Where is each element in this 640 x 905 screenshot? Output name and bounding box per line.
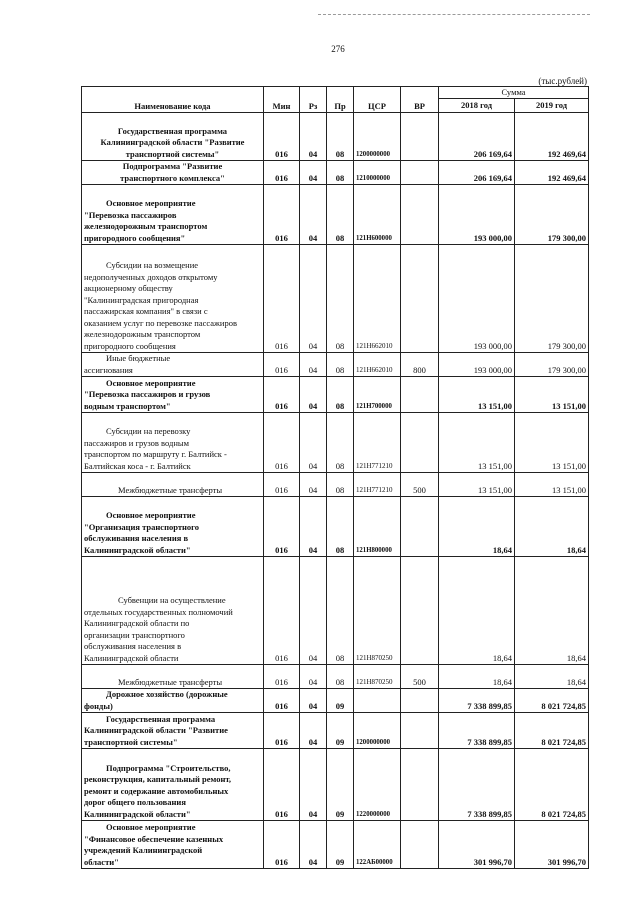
table-row — [82, 821, 589, 869]
cell-name-line: Субсидии на возмещение — [106, 260, 199, 270]
cell-name — [82, 557, 264, 665]
cell-sum-2018: 7 338 899,85 — [439, 689, 515, 713]
cell-name-line: Подпрограмма "Строительство, — [106, 762, 231, 773]
page-number: 276 — [331, 44, 345, 54]
cell-name-line: Калининградской области" — [84, 544, 191, 555]
cell-name-line: Дорожное хозяйство (дорожные — [106, 689, 228, 699]
cell-name-line: "Перевозка пассажиров и грузов — [84, 389, 211, 399]
cell-csr: 121Н771210 — [354, 473, 401, 497]
cell-sum-2019: 179 300,00 — [515, 185, 589, 245]
table-row — [82, 161, 589, 185]
cell-name-line: водным транспортом" — [84, 400, 171, 411]
cell-name-line: транспортной системы" — [125, 148, 220, 159]
cell-pr: 08 — [327, 113, 354, 161]
cell-name-line: Субвенции на осуществление — [118, 595, 226, 605]
cell-name — [82, 413, 264, 473]
cell-csr: 121Н662010 — [354, 245, 401, 353]
table-row — [82, 413, 589, 473]
cell-name-line: "Организация транспортного — [84, 521, 200, 532]
cell-rz: 04 — [300, 245, 327, 353]
cell-name-line: Калининградской области по — [84, 618, 190, 628]
cell-name-line: недополученных доходов открытому — [84, 271, 218, 282]
cell-min: 016 — [264, 377, 300, 413]
cell-min: 016 — [264, 665, 300, 689]
cell-name-line: Калининградской области — [84, 652, 179, 663]
cell-name-line: оказанием услуг по перевозке пассажиров — [84, 317, 237, 328]
cell-min: 016 — [264, 185, 300, 245]
cell-sum-2019: 18,64 — [515, 497, 589, 557]
col-header-2018: 2018 год — [439, 99, 515, 113]
cell-name-line: пригородного сообщения" — [84, 232, 186, 243]
cell-pr: 08 — [327, 377, 354, 413]
col-header-sum: Сумма — [439, 87, 589, 99]
cell-vr — [401, 689, 439, 713]
cell-vr — [401, 497, 439, 557]
cell-name-line: реконструкция, капитальный ремонт, — [84, 774, 232, 784]
cell-name-line: транспортом по маршруту г. Балтийск - — [84, 449, 227, 459]
col-header-min: Мин — [264, 87, 300, 113]
cell-name-line: пассажирская компания" в связи с — [84, 306, 208, 316]
cell-pr: 09 — [327, 689, 354, 713]
cell-min: 016 — [264, 473, 300, 497]
cell-name — [82, 821, 264, 869]
cell-csr: 121Н800000 — [354, 497, 401, 557]
cell-name-line — [84, 473, 261, 485]
cell-rz: 04 — [300, 113, 327, 161]
cell-pr: 08 — [327, 245, 354, 353]
col-header-csr: ЦСР — [354, 87, 401, 113]
cell-pr: 08 — [327, 161, 354, 185]
cell-name — [82, 185, 264, 245]
cell-name-line: отдельных государственных полномочий — [84, 606, 233, 617]
table-row — [82, 473, 589, 497]
cell-rz: 04 — [300, 749, 327, 821]
cell-name-line: "Перевозка пассажиров — [84, 209, 177, 220]
cell-min: 016 — [264, 113, 300, 161]
cell-vr — [401, 821, 439, 869]
cell-name-line: организации транспортного — [84, 629, 185, 640]
table-row — [82, 377, 589, 413]
top-dashed-line — [318, 14, 590, 15]
cell-name-line — [84, 751, 261, 763]
cell-vr: 800 — [401, 353, 439, 377]
cell-name-line: транспортного комплекса" — [120, 172, 225, 183]
cell-sum-2018: 18,64 — [439, 557, 515, 665]
cell-sum-2018: 193 000,00 — [439, 185, 515, 245]
cell-name-line: Межбюджетные трансферты — [118, 484, 223, 495]
cell-min: 016 — [264, 557, 300, 665]
cell-name-line: Калининградской области" — [84, 808, 191, 819]
table-row — [82, 749, 589, 821]
table-row — [82, 245, 589, 353]
table-row — [82, 557, 589, 665]
cell-csr: 121Н870250 — [354, 557, 401, 665]
cell-name — [82, 665, 264, 689]
cell-name-line: железнодорожным транспортом — [84, 221, 208, 231]
table-row — [82, 113, 589, 161]
cell-min: 016 — [264, 497, 300, 557]
cell-name-line: Балтийская коса - г. Балтийск — [84, 460, 191, 471]
cell-sum-2019: 8 021 724,85 — [515, 689, 589, 713]
cell-name-line: Государственная программа — [117, 125, 228, 136]
cell-name-line: области" — [84, 856, 119, 867]
cell-name-line: фонды) — [84, 700, 113, 711]
cell-name-line: Основное мероприятие — [106, 377, 196, 388]
cell-vr — [401, 113, 439, 161]
cell-sum-2018: 206 169,64 — [439, 161, 515, 185]
cell-sum-2018: 301 996,70 — [439, 821, 515, 869]
cell-sum-2018: 193 000,00 — [439, 353, 515, 377]
cell-vr — [401, 413, 439, 473]
cell-csr: 1220000000 — [354, 749, 401, 821]
cell-name-line: Калининградской области "Развитие — [84, 725, 228, 735]
cell-name — [82, 377, 264, 413]
cell-sum-2018: 13 151,00 — [439, 413, 515, 473]
cell-name-line: обслуживания населения в — [84, 533, 189, 543]
cell-sum-2019: 13 151,00 — [515, 473, 589, 497]
cell-csr: 1200000000 — [354, 113, 401, 161]
cell-pr: 08 — [327, 665, 354, 689]
cell-csr — [354, 689, 401, 713]
cell-csr: 1200000000 — [354, 713, 401, 749]
cell-name-line: Основное мероприятие — [106, 822, 196, 832]
cell-name-line: дорог общего пользования — [84, 797, 186, 807]
cell-rz: 04 — [300, 353, 327, 377]
cell-pr: 08 — [327, 497, 354, 557]
cell-name-line — [84, 572, 261, 584]
cell-sum-2018: 193 000,00 — [439, 245, 515, 353]
cell-min: 016 — [264, 713, 300, 749]
cell-sum-2018: 7 338 899,85 — [439, 713, 515, 749]
cell-sum-2019: 18,64 — [515, 665, 589, 689]
cell-rz: 04 — [300, 413, 327, 473]
cell-name-line — [84, 665, 261, 677]
cell-name-line: "Финансовое обеспечение казенных — [84, 833, 224, 844]
cell-sum-2018: 13 151,00 — [439, 377, 515, 413]
cell-sum-2019: 13 151,00 — [515, 377, 589, 413]
table-row — [82, 185, 589, 245]
cell-name — [82, 749, 264, 821]
cell-pr: 08 — [327, 413, 354, 473]
cell-rz: 04 — [300, 689, 327, 713]
cell-sum-2019: 8 021 724,85 — [515, 713, 589, 749]
cell-name-line: Межбюджетные трансферты — [118, 676, 223, 687]
cell-name-line: пассажиров и грузов водным — [84, 437, 189, 448]
cell-name-line: Государственная программа — [106, 713, 216, 724]
cell-sum-2019: 13 151,00 — [515, 413, 589, 473]
cell-csr: 121Н700000 — [354, 377, 401, 413]
cell-name-line: Калининградской области "Развитие — [100, 137, 245, 147]
cell-min: 016 — [264, 245, 300, 353]
table-row — [82, 713, 589, 749]
cell-csr: 122АБ00000 — [354, 821, 401, 869]
cell-sum-2018: 13 151,00 — [439, 473, 515, 497]
cell-csr: 1210000000 — [354, 161, 401, 185]
cell-name — [82, 497, 264, 557]
cell-pr: 09 — [327, 821, 354, 869]
cell-vr — [401, 245, 439, 353]
cell-rz: 04 — [300, 473, 327, 497]
cell-vr: 500 — [401, 665, 439, 689]
col-header-vr: ВР — [401, 87, 439, 113]
cell-rz: 04 — [300, 557, 327, 665]
cell-name-line — [84, 584, 261, 596]
cell-vr — [401, 377, 439, 413]
cell-csr: 121Н870250 — [354, 665, 401, 689]
cell-pr: 08 — [327, 353, 354, 377]
cell-rz: 04 — [300, 497, 327, 557]
cell-vr — [401, 713, 439, 749]
cell-min: 016 — [264, 161, 300, 185]
cell-name-line: Подпрограмма "Развитие — [122, 161, 223, 171]
cell-rz: 04 — [300, 185, 327, 245]
cell-name — [82, 353, 264, 377]
cell-sum-2019: 8 021 724,85 — [515, 749, 589, 821]
cell-vr — [401, 161, 439, 185]
cell-name-line: железнодорожным транспортом — [84, 329, 201, 339]
cell-sum-2019: 179 300,00 — [515, 353, 589, 377]
cell-name — [82, 713, 264, 749]
cell-sum-2019: 192 469,64 — [515, 161, 589, 185]
cell-name-line: "Калининградская пригородная — [84, 294, 199, 305]
cell-name-line: учреждений Калининградской — [84, 845, 203, 855]
cell-pr: 08 — [327, 185, 354, 245]
cell-sum-2019: 301 996,70 — [515, 821, 589, 869]
cell-name — [82, 473, 264, 497]
cell-min: 016 — [264, 821, 300, 869]
cell-min: 016 — [264, 413, 300, 473]
cell-rz: 04 — [300, 665, 327, 689]
cell-vr — [401, 749, 439, 821]
cell-name-line: ассигнования — [84, 364, 133, 375]
cell-name — [82, 689, 264, 713]
cell-pr: 09 — [327, 749, 354, 821]
cell-pr: 08 — [327, 473, 354, 497]
cell-name-line: обслуживания населения в — [84, 641, 182, 651]
cell-csr: 121Н771210 — [354, 413, 401, 473]
col-header-name: Наименование кода — [82, 87, 264, 113]
cell-rz: 04 — [300, 377, 327, 413]
cell-name-line: пригородного сообщения — [84, 340, 176, 351]
cell-csr: 121Н662010 — [354, 353, 401, 377]
cell-vr — [401, 557, 439, 665]
cell-rz: 04 — [300, 713, 327, 749]
cell-name-line: акционерному обществу — [84, 283, 173, 293]
cell-min: 016 — [264, 689, 300, 713]
col-header-2019: 2019 год — [515, 99, 589, 113]
cell-name-line: транспортной системы" — [84, 736, 178, 747]
col-header-pr: Пр — [327, 87, 354, 113]
cell-name-line: Субсидии на перевозку — [106, 426, 191, 436]
cell-sum-2018: 18,64 — [439, 497, 515, 557]
cell-name — [82, 245, 264, 353]
cell-sum-2019: 179 300,00 — [515, 245, 589, 353]
cell-sum-2018: 18,64 — [439, 665, 515, 689]
table-row — [82, 689, 589, 713]
cell-pr: 08 — [327, 557, 354, 665]
cell-name-line: ремонт и содержание автомобильных — [84, 785, 229, 796]
cell-sum-2018: 7 338 899,85 — [439, 749, 515, 821]
cell-name — [82, 113, 264, 161]
table-row — [82, 497, 589, 557]
budget-table — [81, 86, 589, 869]
cell-rz: 04 — [300, 161, 327, 185]
cell-csr: 121Н600000 — [354, 185, 401, 245]
cell-sum-2018: 206 169,64 — [439, 113, 515, 161]
table-body — [82, 113, 589, 869]
cell-pr: 09 — [327, 713, 354, 749]
cell-name-line: Иные бюджетные — [106, 353, 171, 363]
cell-name-line: Основное мероприятие — [106, 510, 196, 520]
cell-min: 016 — [264, 749, 300, 821]
cell-vr: 500 — [401, 473, 439, 497]
cell-name-line: Основное мероприятие — [106, 198, 196, 208]
cell-rz: 04 — [300, 821, 327, 869]
col-header-rz: Рз — [300, 87, 327, 113]
cell-name — [82, 161, 264, 185]
cell-min: 016 — [264, 353, 300, 377]
cell-sum-2019: 18,64 — [515, 557, 589, 665]
table-row — [82, 665, 589, 689]
table-row — [82, 353, 589, 377]
cell-sum-2019: 192 469,64 — [515, 113, 589, 161]
units-label: (тыс.рублей) — [538, 76, 587, 86]
cell-vr — [401, 185, 439, 245]
